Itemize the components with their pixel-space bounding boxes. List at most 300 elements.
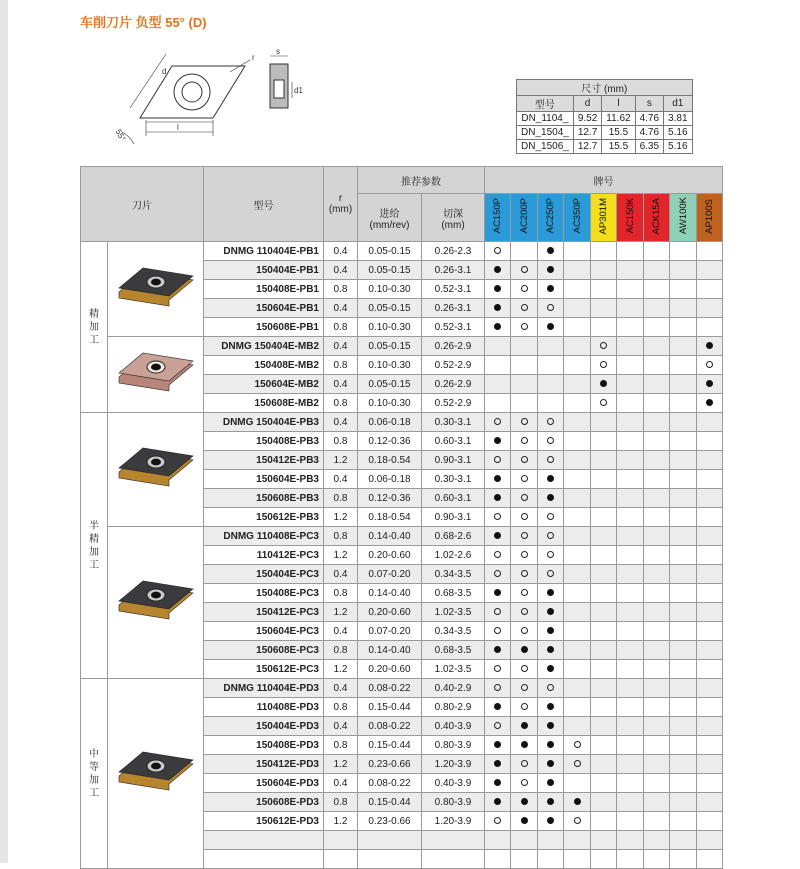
- grade-cell: [670, 698, 697, 717]
- grade-cell: [538, 717, 564, 736]
- grade-cell: [644, 242, 670, 261]
- available-circle: [521, 532, 528, 539]
- grade-cell: [697, 603, 723, 622]
- grade-cell: [564, 375, 591, 394]
- grade-cell: [511, 603, 538, 622]
- grade-cell: [564, 508, 591, 527]
- depth-cell: 0.80-3.9: [422, 736, 485, 755]
- dimension-cell: 11.62: [602, 112, 635, 126]
- model-cell: 150608E-MB2: [204, 394, 324, 413]
- grade-cell: [697, 679, 723, 698]
- recommended-dot: [547, 475, 554, 482]
- grade-cell: [511, 356, 538, 375]
- available-circle: [521, 665, 528, 672]
- feed-cell: 0.15-0.44: [358, 698, 422, 717]
- available-circle: [547, 418, 554, 425]
- grade-cell: [670, 261, 697, 280]
- grade-cell: [538, 660, 564, 679]
- depth-cell: 0.90-3.1: [422, 508, 485, 527]
- available-circle: [521, 513, 528, 520]
- model-cell: 110412E-PC3: [204, 546, 324, 565]
- grade-cell: [617, 299, 644, 318]
- grade-cell: [564, 299, 591, 318]
- grade-cell: [564, 546, 591, 565]
- grade-cell: [485, 679, 511, 698]
- grade-cell: [485, 774, 511, 793]
- header-feed: 进给 (mm/rev): [358, 194, 422, 242]
- grade-cell: [538, 698, 564, 717]
- grade-cell: [644, 717, 670, 736]
- insert-image-cell: [108, 242, 204, 337]
- grade-label: AC150K: [624, 198, 636, 234]
- grade-cell: [670, 337, 697, 356]
- depth-cell: 0.80-2.9: [422, 698, 485, 717]
- depth-cell: 0.26-2.3: [422, 242, 485, 261]
- grade-header-ac150k: [617, 194, 644, 242]
- grade-cell: [591, 337, 617, 356]
- grade-cell: [485, 698, 511, 717]
- depth-cell: 0.40-2.9: [422, 679, 485, 698]
- grade-cell: [617, 375, 644, 394]
- grade-header-ac150p: [485, 194, 511, 242]
- depth-cell: 0.30-3.1: [422, 413, 485, 432]
- grade-header-ap301m: [591, 194, 617, 242]
- grade-cell: [591, 660, 617, 679]
- depth-cell: 0.52-3.1: [422, 318, 485, 337]
- grade-cell: [564, 717, 591, 736]
- grade-cell: [644, 356, 670, 375]
- feed-cell: 0.23-0.66: [358, 755, 422, 774]
- grade-cell: [591, 451, 617, 470]
- model-cell: 150604E-PB3: [204, 470, 324, 489]
- grade-cell: [670, 812, 697, 831]
- available-circle: [521, 494, 528, 501]
- recommended-dot: [494, 266, 501, 273]
- model-cell: 150412E-PB3: [204, 451, 324, 470]
- grade-cell: [644, 850, 670, 869]
- depth-cell: 0.26-3.1: [422, 299, 485, 318]
- depth-cell: 0.68-3.5: [422, 584, 485, 603]
- r-cell: 0.4: [324, 413, 358, 432]
- model-cell: DNMG 150404E-PB3: [204, 413, 324, 432]
- r-cell: 1.2: [324, 546, 358, 565]
- dimension-cell: 9.52: [573, 112, 601, 126]
- grade-cell: [538, 641, 564, 660]
- grade-cell: [591, 774, 617, 793]
- grade-cell: [564, 736, 591, 755]
- grade-cell: [617, 318, 644, 337]
- grade-cell: [697, 394, 723, 413]
- grade-cell: [511, 242, 538, 261]
- grade-cell: [670, 565, 697, 584]
- label-r: r: [252, 53, 255, 62]
- available-circle: [521, 760, 528, 767]
- feed-cell: 0.06-0.18: [358, 470, 422, 489]
- table-row: [81, 679, 723, 698]
- recommended-dot: [547, 323, 554, 330]
- recommended-dot: [494, 779, 501, 786]
- depth-cell: 0.40-3.9: [422, 774, 485, 793]
- dimension-cell: 6.35: [635, 140, 663, 154]
- r-cell: 1.2: [324, 660, 358, 679]
- model-cell: 150412E-PC3: [204, 603, 324, 622]
- grade-cell: [485, 793, 511, 812]
- grade-cell: [538, 337, 564, 356]
- grade-label: AP301M: [598, 197, 609, 235]
- r-cell: 0.8: [324, 280, 358, 299]
- grade-cell: [485, 641, 511, 660]
- grade-cell: [670, 546, 697, 565]
- insert-technical-drawing: [100, 48, 320, 148]
- grade-cell: [485, 470, 511, 489]
- header-model: 型号: [204, 167, 324, 242]
- feed-cell: 0.18-0.54: [358, 451, 422, 470]
- recommended-dot: [547, 494, 554, 501]
- recommended-dot: [547, 703, 554, 710]
- grade-label: AP100S: [704, 198, 715, 234]
- feed-cell: 0.05-0.15: [358, 261, 422, 280]
- feed-cell: 0.20-0.60: [358, 603, 422, 622]
- model-cell: [204, 850, 324, 869]
- grade-cell: [617, 527, 644, 546]
- r-cell: 0.8: [324, 736, 358, 755]
- feed-cell: 0.14-0.40: [358, 527, 422, 546]
- grade-cell: [511, 660, 538, 679]
- grade-cell: [670, 375, 697, 394]
- available-circle: [521, 323, 528, 330]
- grade-cell: [591, 394, 617, 413]
- available-circle: [521, 418, 528, 425]
- grade-cell: [644, 793, 670, 812]
- grade-cell: [591, 546, 617, 565]
- model-cell: DNMG 110404E-PB1: [204, 242, 324, 261]
- r-cell: 0.8: [324, 394, 358, 413]
- insert-thumbnail: [113, 571, 199, 631]
- model-cell: 150612E-PD3: [204, 812, 324, 831]
- grade-cell: [564, 432, 591, 451]
- grade-cell: [644, 470, 670, 489]
- grade-cell: [538, 527, 564, 546]
- r-cell: 0.8: [324, 489, 358, 508]
- grade-cell: [697, 793, 723, 812]
- available-circle: [494, 722, 501, 729]
- grade-cell: [485, 584, 511, 603]
- dimension-row: [517, 112, 693, 126]
- grade-cell: [591, 812, 617, 831]
- grade-cell: [644, 641, 670, 660]
- grade-cell: [511, 755, 538, 774]
- grade-cell: [644, 546, 670, 565]
- grade-cell: [511, 470, 538, 489]
- r-cell: 0.4: [324, 774, 358, 793]
- label-s: s: [276, 48, 280, 56]
- grade-cell: [644, 318, 670, 337]
- grade-cell: [591, 489, 617, 508]
- grade-cell: [644, 489, 670, 508]
- feed-cell: 0.08-0.22: [358, 717, 422, 736]
- grade-cell: [485, 489, 511, 508]
- depth-cell: 0.90-3.1: [422, 451, 485, 470]
- available-circle: [574, 741, 581, 748]
- grade-cell: [644, 299, 670, 318]
- feed-cell: 0.10-0.30: [358, 394, 422, 413]
- grade-cell: [564, 413, 591, 432]
- grade-cell: [511, 622, 538, 641]
- grade-cell: [511, 736, 538, 755]
- model-cell: 150408E-MB2: [204, 356, 324, 375]
- recommended-dot: [521, 741, 528, 748]
- available-circle: [521, 779, 528, 786]
- available-circle: [494, 551, 501, 558]
- feed-cell: 0.06-0.18: [358, 413, 422, 432]
- r-cell: 0.4: [324, 565, 358, 584]
- feed-cell: 0.14-0.40: [358, 641, 422, 660]
- grade-cell: [564, 698, 591, 717]
- recommended-dot: [494, 437, 501, 444]
- recommended-dot: [547, 627, 554, 634]
- grade-cell: [591, 470, 617, 489]
- dimension-col-header: 型号: [517, 96, 574, 112]
- grade-cell: [564, 679, 591, 698]
- grade-cell: [511, 641, 538, 660]
- grade-cell: [485, 432, 511, 451]
- grade-cell: [538, 603, 564, 622]
- available-circle: [494, 684, 501, 691]
- grade-cell: [617, 736, 644, 755]
- available-circle: [521, 475, 528, 482]
- insert-thumbnail: [113, 343, 199, 403]
- r-cell: 1.2: [324, 812, 358, 831]
- grade-cell: [591, 736, 617, 755]
- available-circle: [521, 551, 528, 558]
- grade-cell: [538, 831, 564, 850]
- r-cell: 1.2: [324, 508, 358, 527]
- available-circle: [521, 627, 528, 634]
- grade-cell: [697, 736, 723, 755]
- grade-cell: [485, 755, 511, 774]
- grade-cell: [697, 375, 723, 394]
- dimension-cell: 15.5: [602, 126, 635, 140]
- grade-cell: [670, 280, 697, 299]
- grade-cell: [591, 413, 617, 432]
- grade-cell: [644, 774, 670, 793]
- recommended-dot: [494, 475, 501, 482]
- r-cell: 0.4: [324, 242, 358, 261]
- model-cell: 150404E-PB1: [204, 261, 324, 280]
- table-row: [81, 413, 723, 432]
- recommended-dot: [521, 646, 528, 653]
- available-circle: [521, 589, 528, 596]
- r-cell: 0.8: [324, 432, 358, 451]
- recommended-dot: [547, 760, 554, 767]
- grade-cell: [697, 565, 723, 584]
- feed-cell: 0.07-0.20: [358, 565, 422, 584]
- grade-cell: [617, 413, 644, 432]
- recommended-dot: [494, 304, 501, 311]
- grade-cell: [564, 489, 591, 508]
- dimension-table: [516, 79, 693, 154]
- grade-cell: [670, 356, 697, 375]
- grade-label: AC350P: [571, 198, 583, 234]
- grade-cell: [564, 394, 591, 413]
- grade-cell: [564, 793, 591, 812]
- r-cell: 1.2: [324, 451, 358, 470]
- grade-cell: [591, 280, 617, 299]
- recommended-dot: [574, 798, 581, 805]
- available-circle: [547, 456, 554, 463]
- grade-cell: [511, 698, 538, 717]
- recommended-dot: [494, 798, 501, 805]
- grade-cell: [485, 242, 511, 261]
- grade-cell: [538, 394, 564, 413]
- grade-cell: [697, 812, 723, 831]
- recommended-dot: [547, 798, 554, 805]
- grade-cell: [617, 470, 644, 489]
- grade-cell: [485, 527, 511, 546]
- insert-hole-outer: [174, 74, 210, 110]
- grade-cell: [617, 565, 644, 584]
- recommended-dot: [547, 817, 554, 824]
- feed-cell: 0.18-0.54: [358, 508, 422, 527]
- header-grades: 牌号: [485, 167, 723, 194]
- grade-cell: [538, 242, 564, 261]
- grade-cell: [670, 413, 697, 432]
- grade-cell: [670, 679, 697, 698]
- depth-cell: 0.60-3.1: [422, 432, 485, 451]
- available-circle: [600, 342, 607, 349]
- grade-cell: [538, 850, 564, 869]
- depth-cell: 0.34-3.5: [422, 622, 485, 641]
- grade-cell: [617, 679, 644, 698]
- grade-cell: [697, 337, 723, 356]
- model-cell: 150608E-PB1: [204, 318, 324, 337]
- recommended-dot: [547, 589, 554, 596]
- available-circle: [494, 665, 501, 672]
- grade-cell: [697, 850, 723, 869]
- r-cell: 0.4: [324, 679, 358, 698]
- r-cell: 1.2: [324, 755, 358, 774]
- grade-cell: [538, 546, 564, 565]
- grade-cell: [538, 451, 564, 470]
- grade-cell: [697, 584, 723, 603]
- grade-cell: [591, 850, 617, 869]
- grade-cell: [670, 603, 697, 622]
- grade-cell: [485, 508, 511, 527]
- grade-cell: [485, 375, 511, 394]
- grade-label: AC200P: [518, 198, 530, 234]
- available-circle: [574, 817, 581, 824]
- grade-cell: [485, 831, 511, 850]
- dimension-cell: DN_1504_: [517, 126, 574, 140]
- available-circle: [521, 285, 528, 292]
- dimension-cell: 4.76: [635, 126, 663, 140]
- grade-cell: [485, 318, 511, 337]
- grade-cell: [511, 375, 538, 394]
- grade-cell: [538, 736, 564, 755]
- grade-cell: [538, 280, 564, 299]
- grade-cell: [511, 812, 538, 831]
- grade-cell: [591, 831, 617, 850]
- feed-cell: 0.05-0.15: [358, 337, 422, 356]
- grade-cell: [670, 432, 697, 451]
- label-d1: d1: [294, 86, 303, 95]
- r-cell: 0.4: [324, 717, 358, 736]
- grade-cell: [697, 242, 723, 261]
- grade-cell: [670, 242, 697, 261]
- grade-cell: [644, 280, 670, 299]
- grade-cell: [644, 413, 670, 432]
- recommended-dot: [706, 342, 713, 349]
- model-cell: 150412E-PD3: [204, 755, 324, 774]
- model-cell: DNMG 110404E-PD3: [204, 679, 324, 698]
- r-cell: 0.8: [324, 793, 358, 812]
- grade-cell: [564, 812, 591, 831]
- grade-cell: [591, 508, 617, 527]
- depth-cell: 0.52-2.9: [422, 394, 485, 413]
- grade-cell: [617, 584, 644, 603]
- depth-cell: 1.02-2.6: [422, 546, 485, 565]
- model-cell: 150612E-PC3: [204, 660, 324, 679]
- grade-header-ac200p: [511, 194, 538, 242]
- grade-cell: [644, 622, 670, 641]
- grade-cell: [670, 736, 697, 755]
- r-cell: 0.4: [324, 470, 358, 489]
- grade-cell: [697, 774, 723, 793]
- grade-cell: [591, 356, 617, 375]
- grade-cell: [644, 337, 670, 356]
- insert-hole-inner: [182, 82, 202, 102]
- grade-cell: [617, 451, 644, 470]
- dimension-col-header: s: [635, 96, 663, 112]
- grade-cell: [564, 831, 591, 850]
- recommended-dot: [494, 285, 501, 292]
- page-edge: [0, 0, 8, 863]
- depth-cell: [422, 850, 485, 869]
- feed-cell: 0.08-0.22: [358, 679, 422, 698]
- grade-cell: [697, 831, 723, 850]
- depth-cell: [422, 831, 485, 850]
- grade-cell: [644, 527, 670, 546]
- grade-cell: [511, 413, 538, 432]
- grade-cell: [511, 831, 538, 850]
- grade-cell: [538, 622, 564, 641]
- available-circle: [706, 361, 713, 368]
- depth-cell: 0.68-3.5: [422, 641, 485, 660]
- grade-cell: [564, 603, 591, 622]
- dimension-cell: DN_1506_: [517, 140, 574, 154]
- grade-cell: [697, 451, 723, 470]
- recommended-dot: [494, 589, 501, 596]
- grade-cell: [697, 432, 723, 451]
- grade-cell: [670, 299, 697, 318]
- process-label-text: 中等加工: [89, 748, 99, 799]
- grade-cell: [697, 489, 723, 508]
- grade-cell: [511, 508, 538, 527]
- grade-cell: [591, 375, 617, 394]
- dimension-cell: 12.7: [573, 140, 601, 154]
- grade-cell: [697, 299, 723, 318]
- grade-cell: [538, 413, 564, 432]
- grade-cell: [644, 679, 670, 698]
- feed-cell: 0.10-0.30: [358, 356, 422, 375]
- feed-cell: 0.05-0.15: [358, 299, 422, 318]
- available-circle: [574, 760, 581, 767]
- grade-cell: [564, 850, 591, 869]
- grade-cell: [538, 261, 564, 280]
- grade-cell: [670, 793, 697, 812]
- grade-cell: [511, 584, 538, 603]
- grade-cell: [485, 394, 511, 413]
